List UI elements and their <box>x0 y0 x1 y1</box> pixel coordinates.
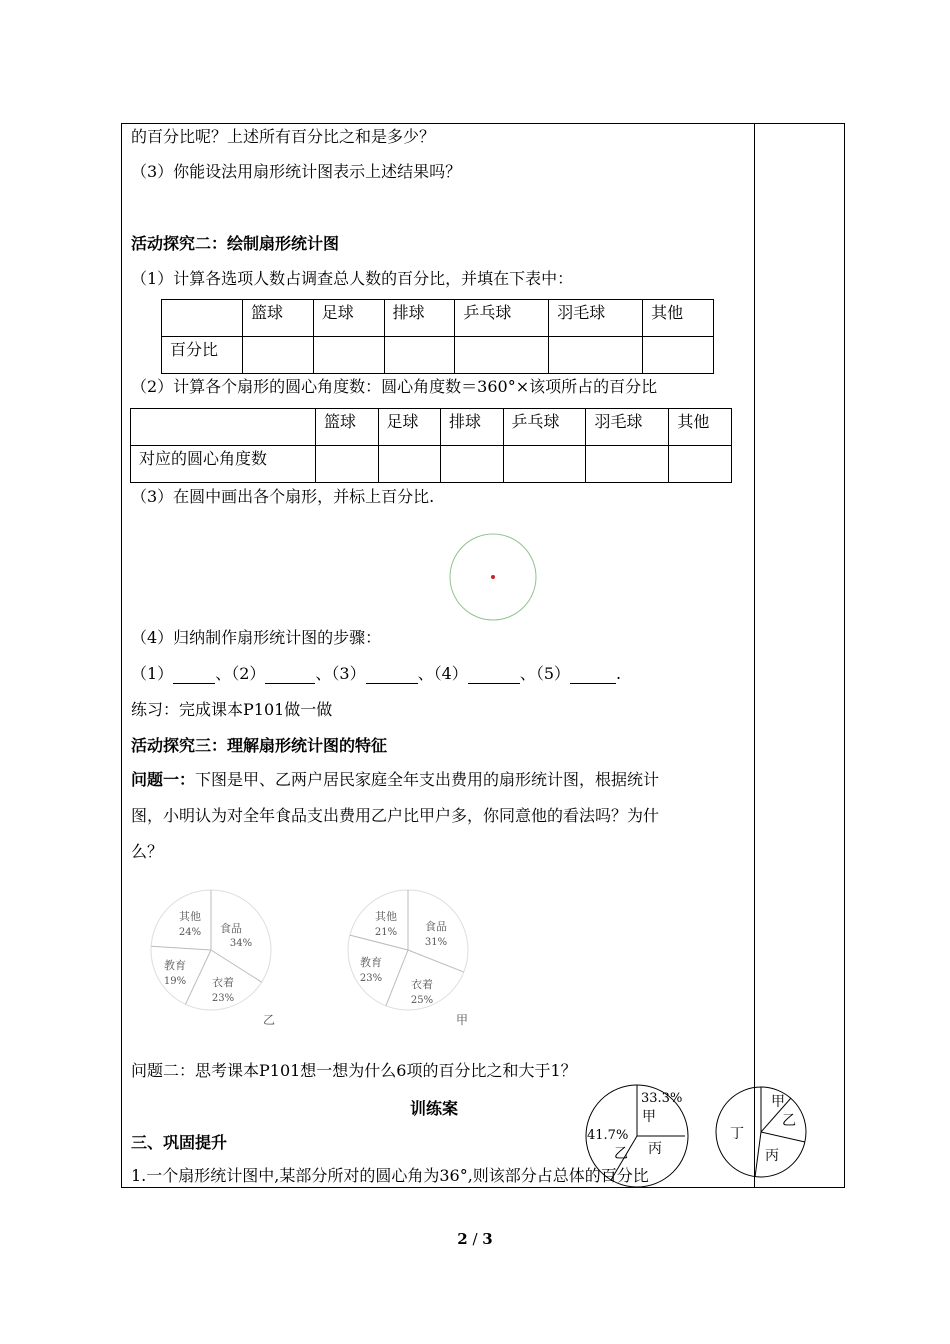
table-cell-empty[interactable] <box>441 446 504 483</box>
table-cell-empty[interactable] <box>313 337 384 374</box>
table-row <box>131 446 732 483</box>
pie-label-yi: 乙 <box>614 1146 628 1162</box>
table-header-cell: 羽毛球 <box>549 300 643 337</box>
pie-chart-three-parts <box>583 1082 693 1192</box>
table-header-cell: 足球 <box>313 300 384 337</box>
step-3-label: （3） <box>331 664 366 683</box>
step-5-label: （5） <box>535 664 570 683</box>
pie-title: 甲 <box>455 1013 469 1027</box>
step-separator: 、 <box>519 664 536 683</box>
pie-value-clothing: 25% <box>410 995 434 1006</box>
table-cell <box>162 300 243 337</box>
table-header-cell: 篮球 <box>243 300 314 337</box>
table-header-cell: 羽毛球 <box>586 409 669 446</box>
table-cell-empty[interactable] <box>384 337 455 374</box>
pie-label-jia: 甲 <box>771 1094 785 1110</box>
table-cell-empty[interactable] <box>669 446 732 483</box>
pie-label-education: 教育 <box>164 959 186 972</box>
pie-value-education: 19% <box>163 976 187 987</box>
step-1-label: （1） <box>131 664 174 683</box>
pie-value-education: 23% <box>359 973 383 984</box>
pie-slice-boundary-教育 <box>386 950 408 1006</box>
table-header-row <box>131 409 732 446</box>
pie-divider <box>761 1132 805 1142</box>
step-separator: 、 <box>315 664 332 683</box>
table-cell-empty[interactable] <box>503 446 586 483</box>
question-1-line-3: 么？ <box>131 842 164 861</box>
table-cell-empty[interactable] <box>586 446 669 483</box>
pie-value-food: 31% <box>424 937 448 948</box>
step-2-blank[interactable] <box>265 665 315 684</box>
frame-column-divider <box>754 123 755 1188</box>
step-3-blank[interactable] <box>366 665 418 684</box>
step-separator: 、 <box>215 664 232 683</box>
pie-label-food: 食品 <box>220 922 242 935</box>
pie-label-bing: 丙 <box>765 1148 779 1164</box>
table-header-cell: 排球 <box>384 300 455 337</box>
pie-value-food: 34% <box>229 938 253 949</box>
page-number <box>0 1230 950 1248</box>
heading-activity-2: 活动探究二：绘制扇形统计图 <box>131 234 340 253</box>
pie-value-clothing: 23% <box>211 993 235 1004</box>
pie-value-yi: 41.7% <box>587 1128 629 1143</box>
table-cell-empty[interactable] <box>378 446 441 483</box>
steps-line <box>131 664 621 684</box>
pie-label-other: 其他 <box>179 910 201 923</box>
table-cell-empty[interactable] <box>643 337 714 374</box>
heading-activity-3: 活动探究三：理解扇形统计图的特征 <box>131 736 388 755</box>
table-row <box>162 337 714 374</box>
table-row-label: 对应的圆心角度数 <box>131 446 316 483</box>
pie-chart-jia <box>342 888 482 1028</box>
step-end-period: . <box>616 664 622 683</box>
pie-title: 乙 <box>262 1013 276 1027</box>
exercise-1-line: 1.一个扇形统计图中,某部分所对的圆心角为36°,则该部分占总体的百分比 <box>131 1166 649 1185</box>
table-cell <box>131 409 316 446</box>
pie-divider <box>755 1132 761 1177</box>
table-header-cell: 乒乓球 <box>455 300 549 337</box>
text-line-4: （2）计算各个扇形的圆心角度数：圆心角度数＝360°×该项所占的百分比 <box>131 377 658 396</box>
table-row-label: 百分比 <box>162 337 243 374</box>
page-current: 2 <box>457 1230 468 1248</box>
pie-label-jia: 甲 <box>642 1109 656 1125</box>
pie-slice-boundary-教育 <box>185 950 211 1004</box>
table-header-cell: 其他 <box>669 409 732 446</box>
question-1-label: 问题一： <box>131 770 196 789</box>
step-1-blank[interactable] <box>173 665 215 684</box>
question-1-text: 下图是甲、乙两户居民家庭全年支出费用的扇形统计图，根据统计 <box>195 770 660 789</box>
step-4-blank[interactable] <box>468 665 520 684</box>
training-title: 训练案 <box>410 1099 459 1118</box>
table-header-row <box>162 300 714 337</box>
table-cell-empty[interactable] <box>455 337 549 374</box>
pie-slice-boundary-其他 <box>151 946 211 950</box>
pie-slice-boundary-衣着 <box>408 950 464 972</box>
angle-table <box>130 408 732 483</box>
table-cell-empty[interactable] <box>316 446 379 483</box>
step-5-blank[interactable] <box>570 665 616 684</box>
table-header-cell: 足球 <box>378 409 441 446</box>
pie-label-education: 教育 <box>360 956 382 969</box>
circle-center-dot <box>491 575 495 579</box>
text-line-3: （1）计算各选项人数占调查总人数的百分比，并填在下表中： <box>131 269 574 288</box>
table-header-cell: 排球 <box>441 409 504 446</box>
text-line-5: （3）在圆中画出各个扇形，并标上百分比. <box>131 487 435 506</box>
text-line-1: 的百分比呢？上述所有百分比之和是多少？ <box>131 127 436 146</box>
text-line-6: （4）归纳制作扇形统计图的步骤： <box>131 628 382 647</box>
text-line-2: （3）你能设法用扇形统计图表示上述结果吗？ <box>131 162 462 181</box>
step-4-label: （4） <box>433 664 468 683</box>
section-3-heading: 三、巩固提升 <box>131 1133 228 1152</box>
pie-label-clothing: 衣着 <box>411 978 433 991</box>
practice-line: 练习：完成课本P101做一做 <box>131 700 333 719</box>
pie-label-yi: 乙 <box>782 1113 796 1129</box>
pie-label-bing: 丙 <box>648 1141 662 1157</box>
pie-chart-yi <box>145 888 285 1028</box>
blank-circle-figure <box>448 532 538 622</box>
pie-label-other: 其他 <box>375 910 397 923</box>
table-header-cell: 其他 <box>643 300 714 337</box>
step-2-label: （2） <box>231 664 266 683</box>
pie-label-food: 食品 <box>425 920 447 933</box>
question-1-line-1 <box>131 770 659 790</box>
table-header-cell: 篮球 <box>316 409 379 446</box>
page-total: 3 <box>482 1230 493 1248</box>
pie-label-ding: 丁 <box>730 1126 744 1142</box>
pie-value-jia: 33.3% <box>641 1091 683 1106</box>
question-2-line: 问题二：思考课本P101想一想为什么6项的百分比之和大于1？ <box>131 1061 577 1080</box>
table-cell-empty[interactable] <box>243 337 314 374</box>
percentage-table <box>161 299 714 374</box>
table-cell-empty[interactable] <box>549 337 643 374</box>
pie-chart-four-parts <box>715 1086 815 1186</box>
question-1-line-2: 图，小明认为对全年食品支出费用乙户比甲户多，你同意他的看法吗？为什 <box>131 806 660 825</box>
step-separator: 、 <box>417 664 434 683</box>
pie-label-clothing: 衣着 <box>212 976 234 989</box>
table-header-cell: 乒乓球 <box>503 409 586 446</box>
pie-value-other: 21% <box>374 927 398 938</box>
pie-value-other: 24% <box>178 927 202 938</box>
page-separator: / <box>467 1230 483 1248</box>
